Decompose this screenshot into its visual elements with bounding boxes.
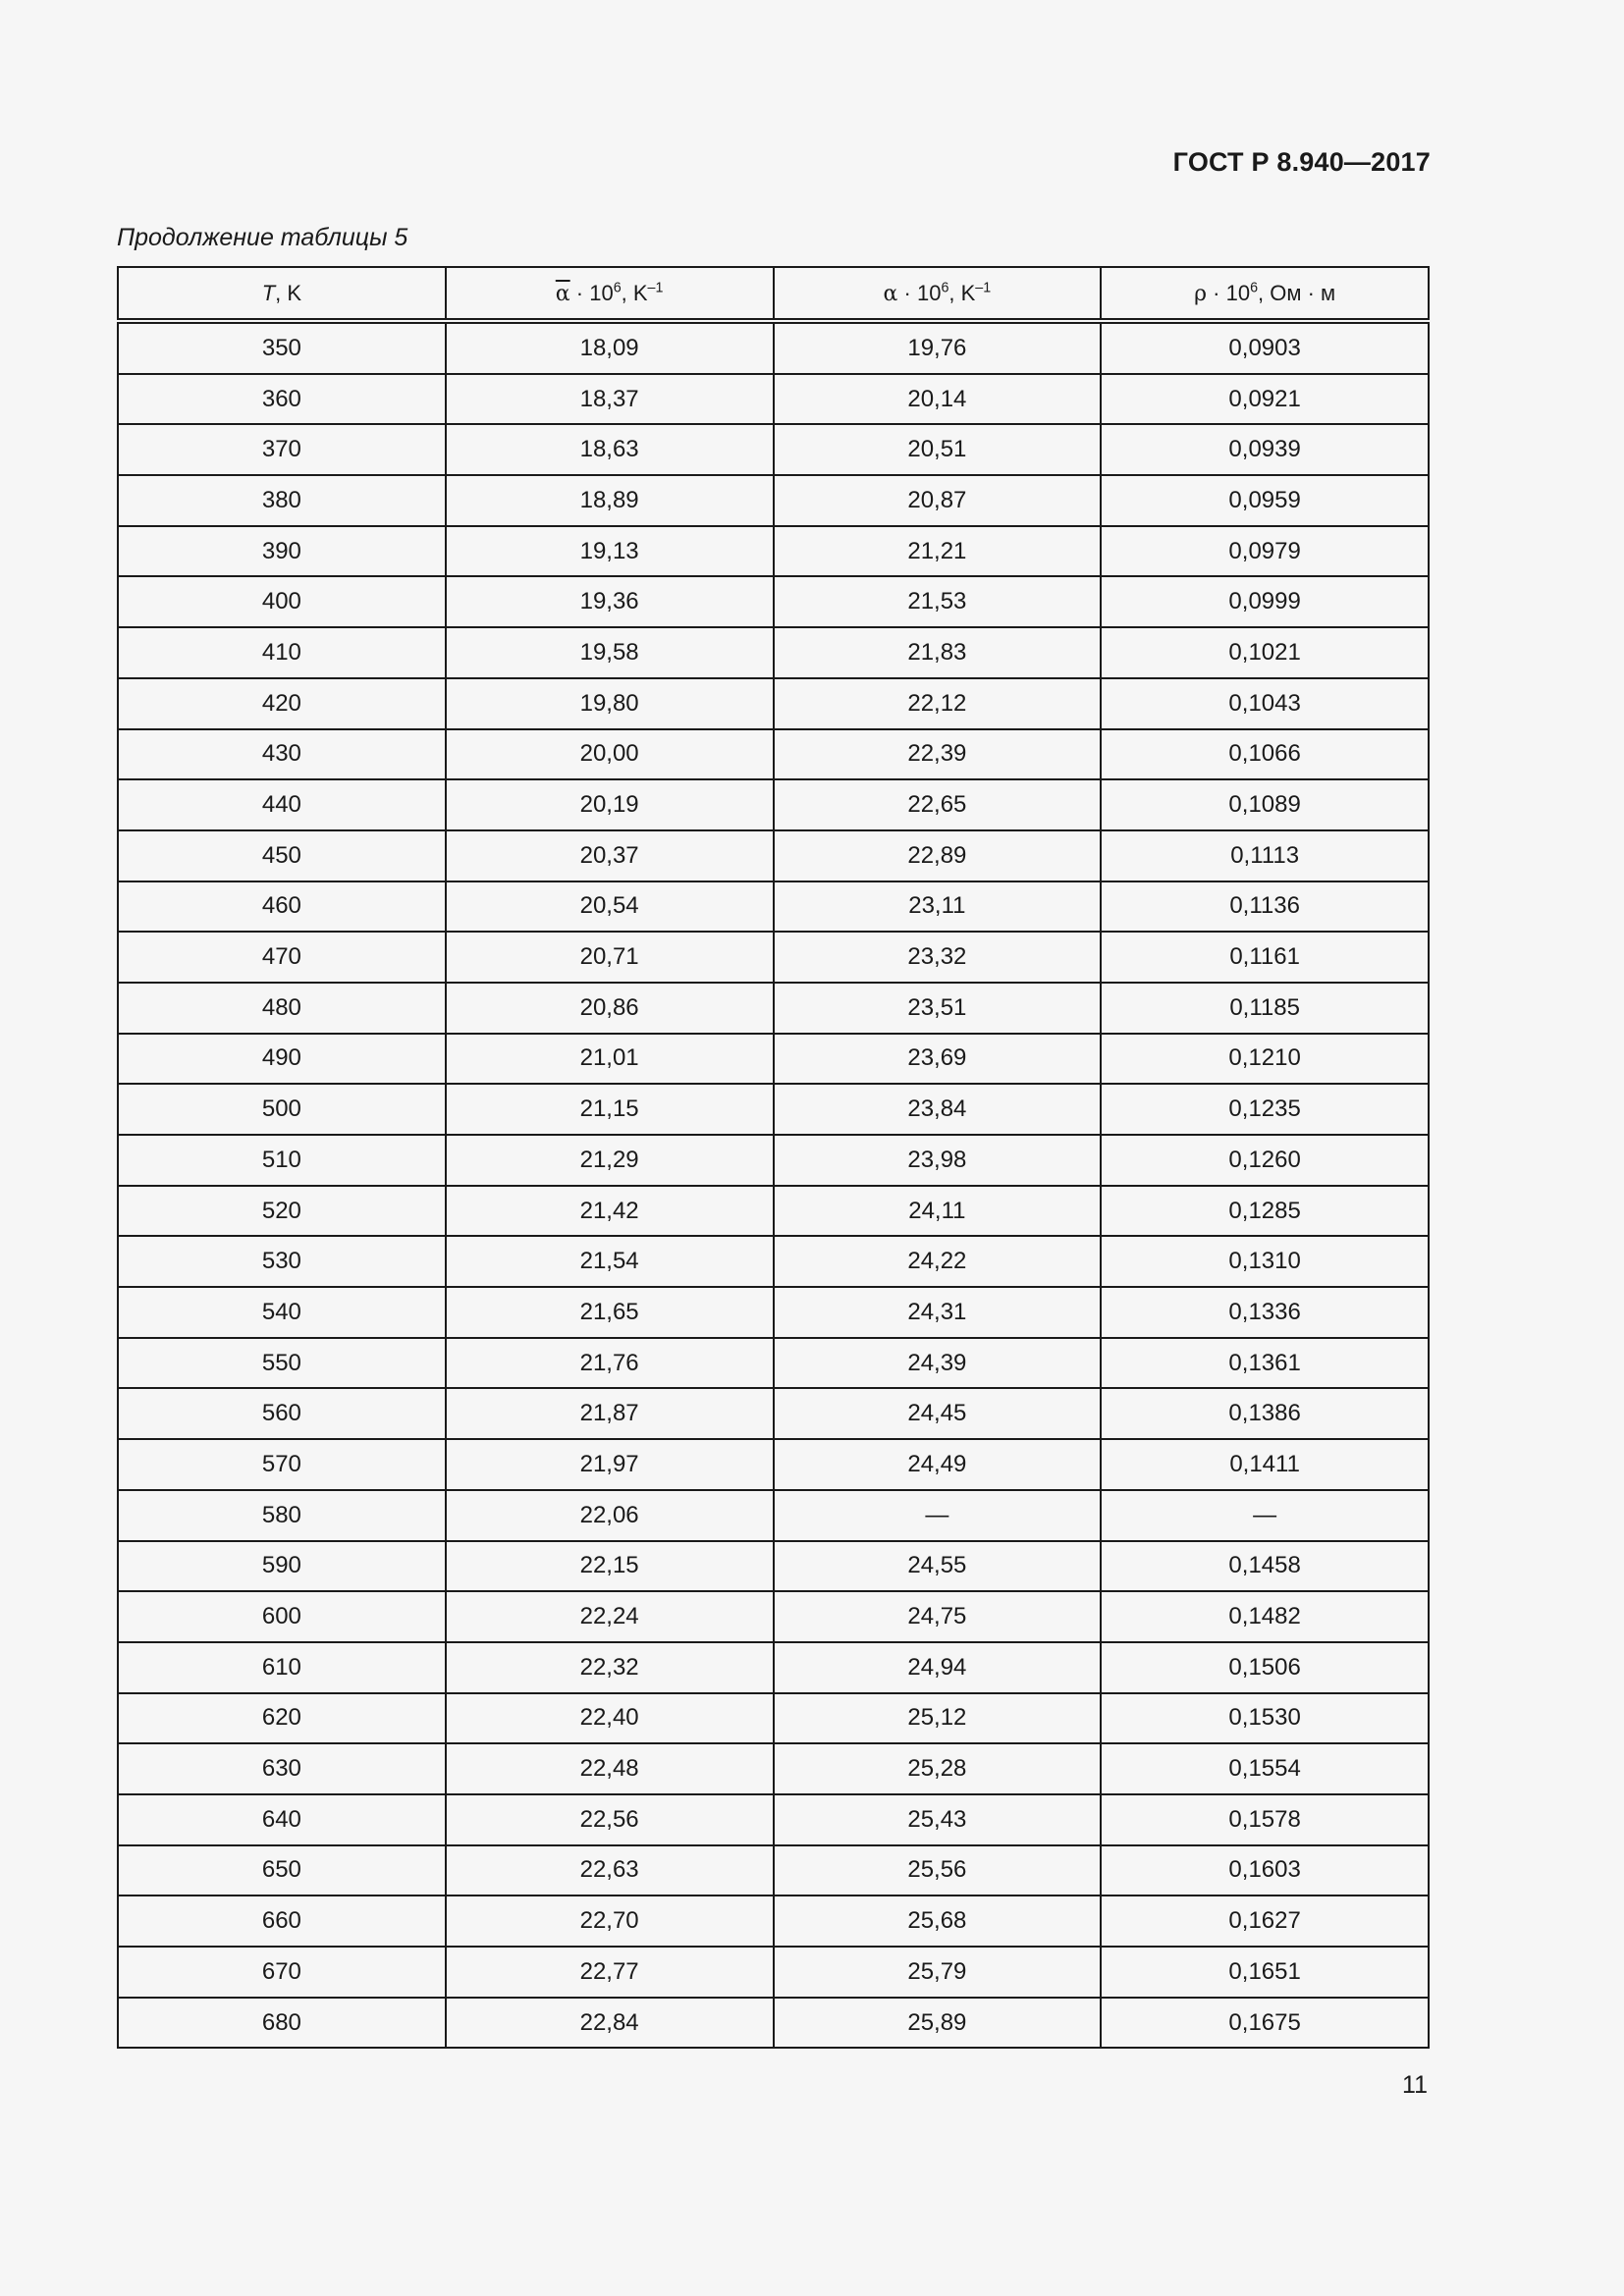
table-cell: 0,0903	[1101, 321, 1429, 374]
table-row	[118, 1034, 1429, 1085]
column-symbol: α	[883, 281, 898, 306]
table-cell: 580	[118, 1490, 446, 1541]
table-cell: 22,89	[774, 830, 1102, 881]
table-cell: 22,12	[774, 678, 1102, 729]
table-cell: 540	[118, 1287, 446, 1338]
table-cell: 0,1482	[1101, 1591, 1429, 1642]
table-cell: 22,32	[446, 1642, 774, 1693]
column-factor: · 10	[1207, 280, 1251, 305]
table-cell: 0,1627	[1101, 1896, 1429, 1947]
table-cell: 20,19	[446, 779, 774, 830]
table-cell: 21,29	[446, 1135, 774, 1186]
table-caption: Продолжение таблицы 5	[117, 224, 408, 251]
table-row	[118, 627, 1429, 678]
table-cell: 19,13	[446, 526, 774, 577]
table-row	[118, 830, 1429, 881]
column-factor: · 10	[569, 280, 614, 305]
table-cell: 21,76	[446, 1338, 774, 1389]
table-cell: 0,1458	[1101, 1541, 1429, 1592]
column-exponent: 6	[613, 280, 622, 296]
table-cell: 0,1260	[1101, 1135, 1429, 1186]
table-cell: 0,1386	[1101, 1388, 1429, 1439]
table-cell: 0,1021	[1101, 627, 1429, 678]
column-symbol: T	[261, 280, 276, 305]
column-header-mean-expansion	[446, 267, 774, 321]
table-row	[118, 1236, 1429, 1287]
table-cell: 21,21	[774, 526, 1102, 577]
table-cell: 430	[118, 729, 446, 780]
table-cell: 570	[118, 1439, 446, 1490]
table-cell: 24,39	[774, 1338, 1102, 1389]
column-header-resistivity	[1101, 267, 1429, 321]
table-row	[118, 424, 1429, 475]
column-symbol: $\overline{\alpha}$	[555, 281, 570, 306]
table-cell: 0,0999	[1101, 576, 1429, 627]
table-row	[118, 1338, 1429, 1389]
table-row	[118, 1794, 1429, 1845]
table-cell: 600	[118, 1591, 446, 1642]
table-cell: 660	[118, 1896, 446, 1947]
table-row	[118, 1084, 1429, 1135]
column-unit: , K	[948, 280, 976, 305]
table-row	[118, 374, 1429, 425]
table-row	[118, 1439, 1429, 1490]
table-cell: 24,55	[774, 1541, 1102, 1592]
table-cell: 0,0979	[1101, 526, 1429, 577]
table-cell: 480	[118, 983, 446, 1034]
table-cell: 0,1336	[1101, 1287, 1429, 1338]
column-exponent: 6	[1250, 280, 1259, 296]
table-cell: 620	[118, 1693, 446, 1744]
table-cell: 25,68	[774, 1896, 1102, 1947]
table-row	[118, 1186, 1429, 1237]
table-row	[118, 1541, 1429, 1592]
table-row	[118, 1998, 1429, 2049]
table-row	[118, 475, 1429, 526]
table-row	[118, 983, 1429, 1034]
table-cell: 610	[118, 1642, 446, 1693]
table-cell: 640	[118, 1794, 446, 1845]
column-unit-exponent: –1	[975, 280, 992, 296]
table-cell: 23,84	[774, 1084, 1102, 1135]
table-cell: 0,1603	[1101, 1845, 1429, 1896]
table-cell: 22,24	[446, 1591, 774, 1642]
table-row	[118, 1743, 1429, 1794]
table-cell: 20,86	[446, 983, 774, 1034]
table-cell: 24,11	[774, 1186, 1102, 1237]
table-cell: 0,1506	[1101, 1642, 1429, 1693]
table-cell: 24,94	[774, 1642, 1102, 1693]
table-row	[118, 881, 1429, 933]
table-cell: 22,77	[446, 1947, 774, 1998]
table-cell: 0,0939	[1101, 424, 1429, 475]
table-cell: 0,1161	[1101, 932, 1429, 983]
column-unit-exponent: –1	[647, 280, 664, 296]
table-cell: 22,06	[446, 1490, 774, 1541]
table-cell: 18,89	[446, 475, 774, 526]
table-cell: 22,70	[446, 1896, 774, 1947]
table-cell: 0,0921	[1101, 374, 1429, 425]
column-header-true-expansion	[774, 267, 1102, 321]
column-factor: · 10	[897, 280, 942, 305]
table-cell: 22,39	[774, 729, 1102, 780]
table-cell: 21,53	[774, 576, 1102, 627]
table-cell: 440	[118, 779, 446, 830]
table-cell: 0,1113	[1101, 830, 1429, 881]
table-cell: 20,87	[774, 475, 1102, 526]
column-unit: , Ом · м	[1258, 280, 1336, 305]
table-cell: 350	[118, 321, 446, 374]
table-cell: 23,11	[774, 881, 1102, 933]
table-cell: 24,31	[774, 1287, 1102, 1338]
table-cell: 0,1578	[1101, 1794, 1429, 1845]
table-cell: 25,89	[774, 1998, 1102, 2049]
table-row	[118, 1693, 1429, 1744]
table-cell: 22,56	[446, 1794, 774, 1845]
table-cell: 21,54	[446, 1236, 774, 1287]
table-row	[118, 932, 1429, 983]
table-cell: 670	[118, 1947, 446, 1998]
table-cell: 22,15	[446, 1541, 774, 1592]
table-cell: 370	[118, 424, 446, 475]
table-cell: 20,37	[446, 830, 774, 881]
table-cell: 420	[118, 678, 446, 729]
table-cell: 560	[118, 1388, 446, 1439]
table-cell: 24,75	[774, 1591, 1102, 1642]
table-row	[118, 779, 1429, 830]
table-row	[118, 1490, 1429, 1541]
table-cell: 0,1185	[1101, 983, 1429, 1034]
table-cell: 19,58	[446, 627, 774, 678]
table-cell: 510	[118, 1135, 446, 1186]
table-cell: 0,1310	[1101, 1236, 1429, 1287]
table-cell: 520	[118, 1186, 446, 1237]
table-cell: 22,63	[446, 1845, 774, 1896]
table-cell: 22,84	[446, 1998, 774, 2049]
table-cell: 22,40	[446, 1693, 774, 1744]
table-cell: 380	[118, 475, 446, 526]
table-cell: 0,1285	[1101, 1186, 1429, 1237]
table-cell: 0,1043	[1101, 678, 1429, 729]
table-cell: 20,00	[446, 729, 774, 780]
table-cell: 470	[118, 932, 446, 983]
document-standard-header: ГОСТ Р 8.940—2017	[1172, 147, 1431, 177]
table-cell: 0,1675	[1101, 1998, 1429, 2049]
table-cell: 23,69	[774, 1034, 1102, 1085]
table-cell: 23,32	[774, 932, 1102, 983]
table-cell: 0,1411	[1101, 1439, 1429, 1490]
table-row	[118, 1135, 1429, 1186]
table-cell: 590	[118, 1541, 446, 1592]
table-cell: 0,1136	[1101, 881, 1429, 933]
table-cell: 20,51	[774, 424, 1102, 475]
table-cell: 0,1361	[1101, 1338, 1429, 1389]
table-cell: 0,1530	[1101, 1693, 1429, 1744]
table-cell: 21,87	[446, 1388, 774, 1439]
table-cell: 0,1235	[1101, 1084, 1429, 1135]
table-row	[118, 1287, 1429, 1338]
column-symbol: ρ	[1194, 281, 1208, 306]
table-row	[118, 1388, 1429, 1439]
table-row	[118, 729, 1429, 780]
table-row	[118, 1591, 1429, 1642]
table-row	[118, 1642, 1429, 1693]
column-header-temperature	[118, 267, 446, 321]
table-row	[118, 1947, 1429, 1998]
table-cell: 25,56	[774, 1845, 1102, 1896]
table-cell: 0,1210	[1101, 1034, 1429, 1085]
table-cell: 23,98	[774, 1135, 1102, 1186]
table-cell: 25,12	[774, 1693, 1102, 1744]
table-cell: 25,28	[774, 1743, 1102, 1794]
table-cell: 22,65	[774, 779, 1102, 830]
table-row	[118, 526, 1429, 577]
table-cell: 19,36	[446, 576, 774, 627]
table-cell: 25,79	[774, 1947, 1102, 1998]
table-cell: 19,76	[774, 321, 1102, 374]
table-cell: 0,1554	[1101, 1743, 1429, 1794]
table-cell: 23,51	[774, 983, 1102, 1034]
table-cell: 0,0959	[1101, 475, 1429, 526]
table-row	[118, 1845, 1429, 1896]
table-cell: 360	[118, 374, 446, 425]
table-cell: 20,71	[446, 932, 774, 983]
table-cell: 21,83	[774, 627, 1102, 678]
table-cell: 24,22	[774, 1236, 1102, 1287]
data-table	[117, 266, 1430, 2049]
table-cell: 0,1066	[1101, 729, 1429, 780]
table-row	[118, 576, 1429, 627]
table-cell: 20,54	[446, 881, 774, 933]
table-cell: 450	[118, 830, 446, 881]
table-cell: 410	[118, 627, 446, 678]
table-cell: 25,43	[774, 1794, 1102, 1845]
table-cell: 680	[118, 1998, 446, 2049]
table-row	[118, 321, 1429, 374]
page-number: 11	[1402, 2071, 1428, 2099]
column-exponent: 6	[941, 280, 949, 296]
table-cell: 0,1651	[1101, 1947, 1429, 1998]
table-cell: 24,45	[774, 1388, 1102, 1439]
table-cell: 550	[118, 1338, 446, 1389]
table-cell: 24,49	[774, 1439, 1102, 1490]
column-unit: , K	[275, 280, 302, 305]
table-header	[118, 267, 1429, 321]
table-cell: 400	[118, 576, 446, 627]
table-cell: 21,97	[446, 1439, 774, 1490]
table-cell: 460	[118, 881, 446, 933]
table-cell: 18,63	[446, 424, 774, 475]
table-cell: —	[774, 1490, 1102, 1541]
table-cell: 18,09	[446, 321, 774, 374]
table-row	[118, 678, 1429, 729]
table-cell: 650	[118, 1845, 446, 1896]
table-cell: 490	[118, 1034, 446, 1085]
table-cell: 18,37	[446, 374, 774, 425]
table-cell: 21,42	[446, 1186, 774, 1237]
table-cell: 22,48	[446, 1743, 774, 1794]
table-row	[118, 1896, 1429, 1947]
table-cell: 500	[118, 1084, 446, 1135]
table-cell: 21,15	[446, 1084, 774, 1135]
table-cell: 0,1089	[1101, 779, 1429, 830]
table-cell: 530	[118, 1236, 446, 1287]
table-cell: —	[1101, 1490, 1429, 1541]
table-cell: 21,01	[446, 1034, 774, 1085]
table-cell: 390	[118, 526, 446, 577]
table-cell: 630	[118, 1743, 446, 1794]
table-cell: 21,65	[446, 1287, 774, 1338]
table-cell: 19,80	[446, 678, 774, 729]
table-cell: 20,14	[774, 374, 1102, 425]
table-header-row	[118, 267, 1429, 321]
column-unit: , K	[621, 280, 648, 305]
table-body	[118, 321, 1429, 2048]
